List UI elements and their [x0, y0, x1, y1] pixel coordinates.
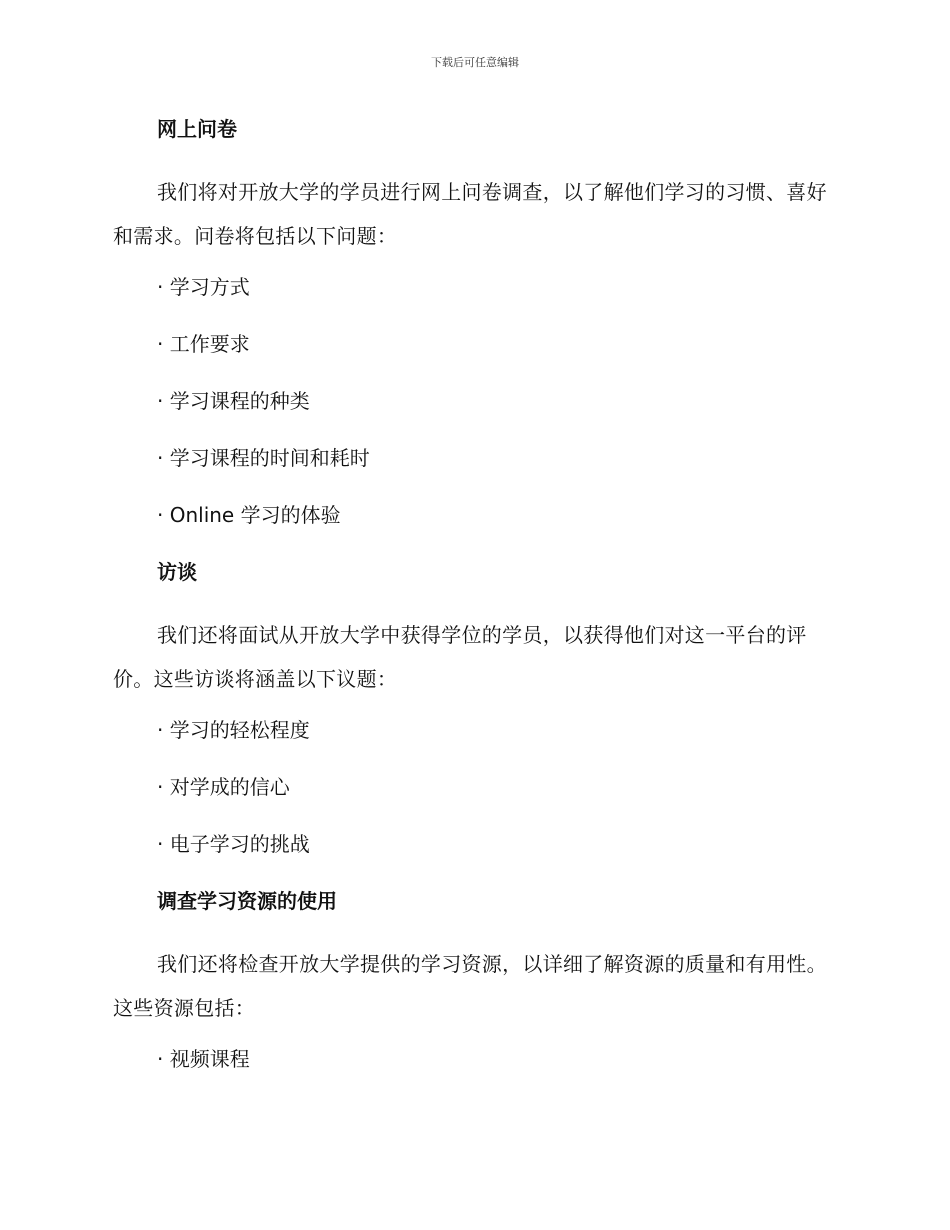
list-item: · 工作要求	[157, 332, 250, 356]
section-paragraph-survey: 我们将对开放大学的学员进行网上问卷调查，以了解他们学习的习惯、喜好和需求。问卷将包括以下问题：	[113, 180, 827, 248]
section-heading-survey: 网上问卷	[157, 117, 237, 141]
list-item: · 学习方式	[157, 275, 250, 299]
list-item: · 电子学习的挑战	[157, 832, 310, 856]
list-item: · 学习的轻松程度	[157, 718, 310, 742]
list-item: · 学习课程的时间和耗时	[157, 446, 370, 470]
list-item: · 视频课程	[157, 1047, 250, 1071]
header-note: 下载后可任意编辑	[431, 56, 519, 69]
section-paragraph-interview: 我们还将面试从开放大学中获得学位的学员，以获得他们对这一平台的评价。这些访谈将涵盖以下议题：	[113, 623, 807, 691]
list-item: · Online 学习的体验	[157, 503, 341, 527]
document-body	[113, 113, 833, 1075]
list-item: · 学习课程的种类	[157, 389, 310, 413]
list-item: · 对学成的信心	[157, 775, 290, 799]
section-heading-resources: 调查学习资源的使用	[157, 889, 337, 913]
section-heading-interview: 访谈	[157, 560, 197, 584]
section-paragraph-resources: 我们还将检查开放大学提供的学习资源，以详细了解资源的质量和有用性。这些资源包括：	[113, 952, 827, 1020]
